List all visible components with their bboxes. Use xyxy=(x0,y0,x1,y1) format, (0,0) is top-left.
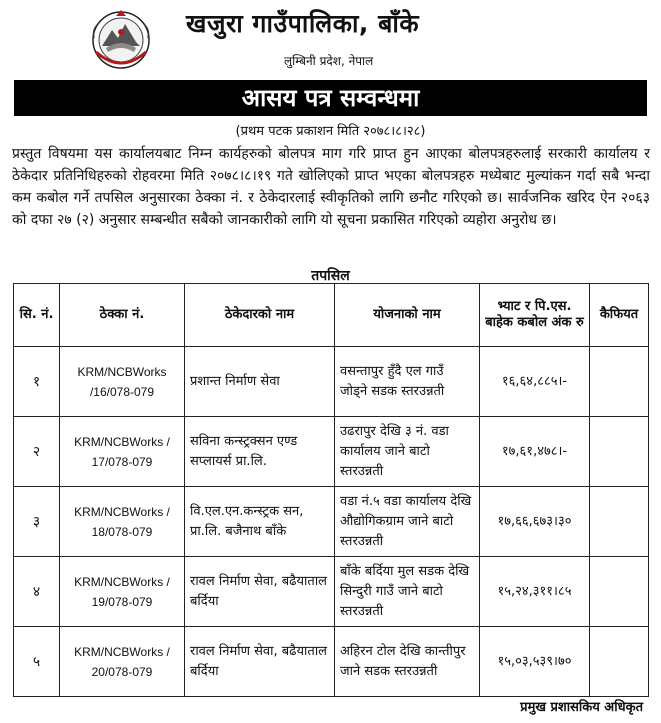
cell-amount: १७,६६,६७३।३० xyxy=(480,487,590,557)
cell-amount: १६,६४,८८५।- xyxy=(480,347,590,417)
cell-project: बाँके बर्दिया मुल सडक देखि सिन्दुरी गाउँ जाने बाटो स्तरउन्नती xyxy=(335,557,480,627)
cell-remarks xyxy=(590,417,649,487)
letterhead xyxy=(0,0,661,80)
signatory-title: प्रमुख प्रशासकिय अधिकृत xyxy=(520,700,643,715)
header-contractor: ठेकेदारको नाम xyxy=(185,284,335,347)
header-sn: सि. नं. xyxy=(14,284,60,347)
header-amount: भ्याट र पि.एस. बाहेक कबोल अंक रु xyxy=(480,284,590,347)
cell-contractor: सविना कन्स्ट्रक्सन एण्ड सप्लायर्स प्रा.लि. xyxy=(185,417,335,487)
cell-project: वडा नं.५ वडा कार्यालय देखि औद्योगिकग्राम जाने बाटो स्तरउन्नती xyxy=(335,487,480,557)
cell-amount: १५,०३,५३९।७० xyxy=(480,627,590,697)
cell-contractor: प्रशान्त निर्माण सेवा xyxy=(185,347,335,417)
table-heading: तपसिल xyxy=(311,268,350,284)
cell-contractor: वि.एल.एन.कन्स्ट्रक सन, प्रा.लि. बजैनाथ बाँके xyxy=(185,487,335,557)
notice-body: प्रस्तुत विषयमा यस कार्यालयबाट निम्न कार्यहरुको बोलपत्र माग गरि प्राप्त हुन आएका बोलपत्रहरुलाई सरकारी कार्यालय र ठेकेदार प्रतिनिधिहरुको रोहवरमा मिति २०७८।८।१९ गते खोलिएको प्राप्त भएका बोलपत्रहरु मध्येबाट मुल्यांकन गर्दा सबै भन्दा कम कबोल गर्ने तपसिल अनुसारका ठेक्का नं. र ठेकेदारलाई स्वीकृतिको लागि छनौट गरिएको छ। सार्वजनिक खरिद ऐन २०६३ को दफा २७ (२) अनुसार सम्बन्धीत सबैको जानकारीको लागि यो सूचना प्रकासित गरिएको व्यहोरा अनुरोध छ। xyxy=(12,146,650,228)
cell-contract-no: KRM/NCBWorks / 18/078-079 xyxy=(60,487,185,557)
table-row xyxy=(14,417,649,487)
cell-contract-no: KRM/NCBWorks /16/078-079 xyxy=(60,347,185,417)
office-address: लुम्बिनी प्रदेश, नेपाल xyxy=(284,54,374,68)
cell-project: अहिरन टोल देखि कान्तीपुर जाने सडक स्तरउन्नती xyxy=(335,627,480,697)
cell-contract-no: KRM/NCBWorks / 17/078-079 xyxy=(60,417,185,487)
cell-contract-no: KRM/NCBWorks / 19/078-079 xyxy=(60,557,185,627)
header-project: योजनाको नाम xyxy=(335,284,480,347)
cell-project: उढरापुर देखि ३ नं. वडा कार्यालय जाने बाटो स्तरउन्नती xyxy=(335,417,480,487)
cell-amount: १५,२४,३११।८५ xyxy=(480,557,590,627)
cell-contract-no: KRM/NCBWorks / 20/078-079 xyxy=(60,627,185,697)
header-remarks: कैफियत xyxy=(590,284,649,347)
nepal-emblem-icon xyxy=(88,8,154,70)
contract-table xyxy=(13,283,649,697)
header-contract-no: ठेक्का नं. xyxy=(60,284,185,347)
cell-project: वसन्तापुर हुँदै एल गाउँ जोड्ने सडक स्तरउन्नती xyxy=(335,347,480,417)
table-row xyxy=(14,557,649,627)
cell-contractor: रावल निर्माण सेवा, बढैयाताल बर्दिया xyxy=(185,557,335,627)
cell-sn: २ xyxy=(14,417,60,487)
table-row xyxy=(14,487,649,557)
cell-amount: १७,६१,४७८।- xyxy=(480,417,590,487)
cell-remarks xyxy=(590,347,649,417)
cell-sn: १ xyxy=(14,347,60,417)
cell-sn: ४ xyxy=(14,557,60,627)
cell-contractor: रावल निर्माण सेवा, बढैयाताल बर्दिया xyxy=(185,627,335,697)
publication-date: (प्रथम पटक प्रकाशन मिति २०७८।८।२८) xyxy=(235,124,426,139)
table-row xyxy=(14,347,649,417)
cell-sn: ३ xyxy=(14,487,60,557)
cell-sn: ५ xyxy=(14,627,60,697)
table-header-row xyxy=(14,284,649,347)
cell-remarks xyxy=(590,557,649,627)
office-name: खजुरा गाउँपालिका, बाँके xyxy=(186,9,420,38)
cell-remarks xyxy=(590,487,649,557)
cell-remarks xyxy=(590,627,649,697)
table-row xyxy=(14,627,649,697)
notice-title: आसय पत्र सम्वन्धमा xyxy=(14,80,647,116)
